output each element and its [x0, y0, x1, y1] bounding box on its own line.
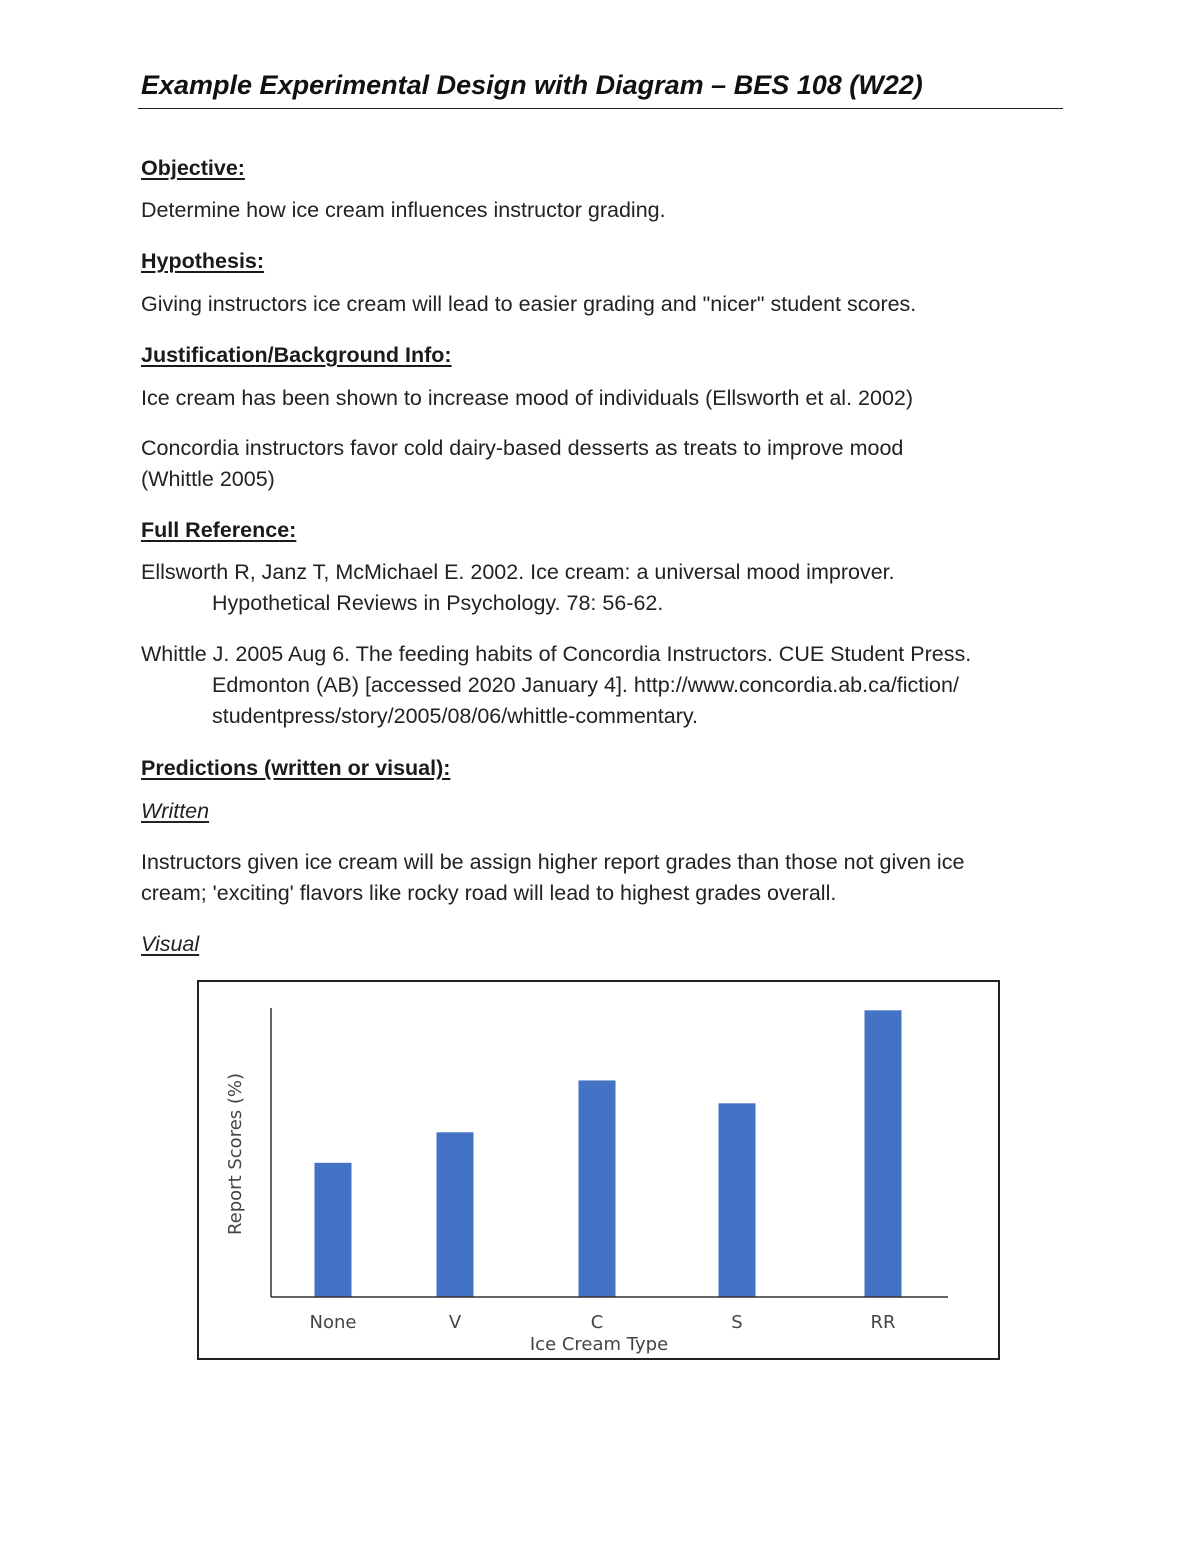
bar-rr [865, 1010, 902, 1297]
document-title: Example Experimental Design with Diagram – BES 108 (W22) [141, 70, 923, 100]
y-axis-label: Report Scores (%) [225, 1072, 246, 1236]
x-tick-label-c: C [590, 1312, 604, 1333]
bar-group [315, 1010, 902, 1297]
title-rule [138, 108, 1063, 109]
bar-v [437, 1132, 474, 1297]
bar-s [719, 1103, 756, 1297]
bar-none [315, 1163, 352, 1297]
objective-heading: Objective: [141, 156, 245, 180]
justification-text-2a: Concordia instructors favor cold dairy-based desserts as treats to improve mood [141, 436, 904, 460]
objective-text: Determine how ice cream influences instructor grading. [141, 198, 666, 222]
chart-frame [197, 980, 1000, 1360]
x-tick-label-s: S [731, 1312, 743, 1333]
justification-heading: Justification/Background Info: [141, 343, 452, 367]
written-label: Written [141, 799, 210, 823]
reference-1-line-2: Hypothetical Reviews in Psychology. 78: 56-62. [212, 591, 664, 615]
visual-label: Visual [141, 932, 200, 956]
bar-c [579, 1080, 616, 1297]
reference-heading: Full Reference: [141, 518, 297, 542]
predictions-heading: Predictions (written or visual): [141, 756, 451, 780]
reference-2-line-2: Edmonton (AB) [accessed 2020 January 4]. http://www.concordia.ab.ca/fiction/ [212, 673, 959, 697]
x-tick-label-v: V [448, 1312, 462, 1333]
x-tick-label-none: None [309, 1312, 357, 1333]
bar-chart [199, 982, 998, 1358]
reference-2-line-1: Whittle J. 2005 Aug 6. The feeding habits of Concordia Instructors. CUE Student Press. [141, 642, 972, 666]
reference-2-line-3: studentpress/story/2005/08/06/whittle-commentary. [212, 704, 698, 728]
x-axis-label: Ice Cream Type [529, 1334, 669, 1355]
reference-1-line-1: Ellsworth R, Janz T, McMichael E. 2002. Ice cream: a universal mood improver. [141, 560, 895, 584]
x-tick-labels [310, 1312, 896, 1333]
hypothesis-heading: Hypothesis: [141, 249, 265, 273]
written-line-2: cream; 'exciting' flavors like rocky road will lead to highest grades overall. [141, 881, 837, 905]
justification-text-1: Ice cream has been shown to increase mood of individuals (Ellsworth et al. 2002) [141, 386, 914, 410]
x-tick-label-rr: RR [870, 1312, 896, 1333]
justification-text-2b: (Whittle 2005) [141, 467, 275, 491]
written-line-1: Instructors given ice cream will be assign higher report grades than those not given ice [141, 850, 965, 874]
hypothesis-text: Giving instructors ice cream will lead to easier grading and "nicer" student scores. [141, 292, 917, 316]
